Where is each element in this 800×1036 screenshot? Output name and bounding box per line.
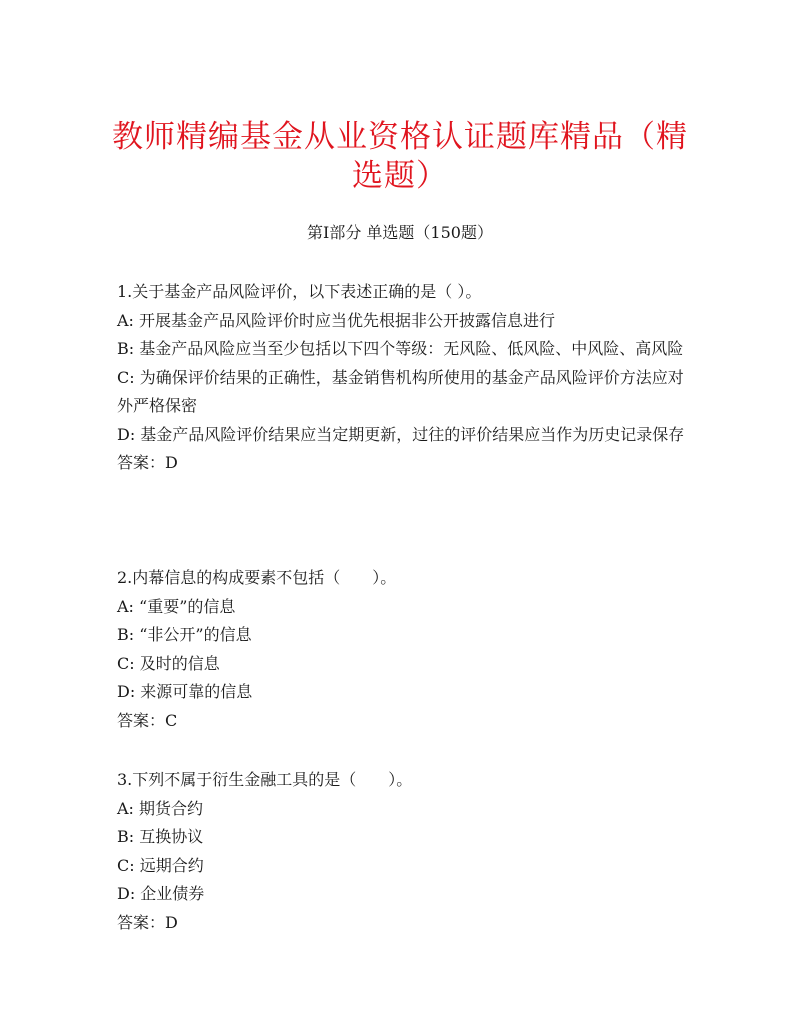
document-title: 教师精编基金从业资格认证题库精品（精选题） <box>112 119 688 194</box>
option-c: C: 及时的信息 <box>117 653 220 673</box>
option-a: A: “重要”的信息 <box>117 596 236 616</box>
answer-line: 答案：D <box>117 912 178 932</box>
option-d: D: 来源可靠的信息 <box>117 682 253 701</box>
option-d: D: 基金产品风险评价结果应当定期更新，过往的评价结果应当作为历史记录保存 <box>117 424 685 444</box>
question-block <box>117 564 692 735</box>
option-c: C: 为确保评价结果的正确性，基金销售机构所使用的基金产品风险评价方法应对外严格保密 <box>117 367 684 415</box>
option-c: C: 远期合约 <box>117 855 204 875</box>
section-heading: 第Ⅰ部分 单选题（150题） <box>307 223 493 242</box>
question-block <box>117 278 692 478</box>
option-d: D: 企业债券 <box>117 884 205 903</box>
question-stem: 2.内幕信息的构成要素不包括（ ）。 <box>117 568 397 587</box>
option-a: A: 开展基金产品风险评价时应当优先根据非公开披露信息进行 <box>117 310 556 330</box>
question-block <box>117 766 692 937</box>
option-a: A: 期货合约 <box>117 798 204 818</box>
option-b: B: 基金产品风险应当至少包括以下四个等级：无风险、低风险、中风险、高风险 <box>117 339 684 358</box>
answer-line: 答案：D <box>117 453 178 472</box>
option-b: B: 互换协议 <box>117 827 204 846</box>
question-stem: 3.下列不属于衍生金融工具的是（ ）。 <box>117 770 413 789</box>
answer-line: 答案：C <box>117 710 178 730</box>
option-b: B: “非公开”的信息 <box>117 625 252 644</box>
question-stem: 1.关于基金产品风险评价，以下表述正确的是（ ）。 <box>117 282 482 301</box>
